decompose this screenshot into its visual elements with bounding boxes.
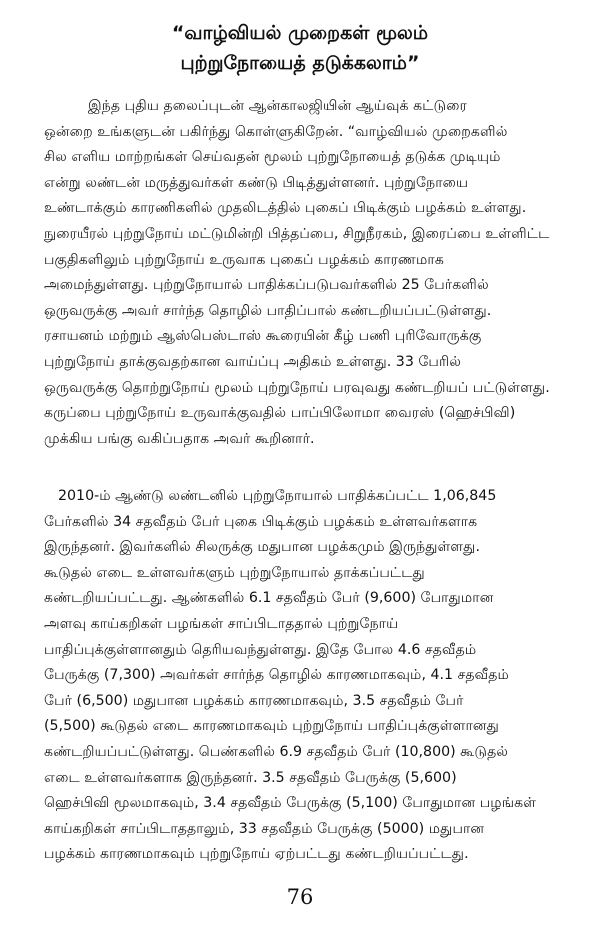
paragraph-line: பேருக்கு (7,300) அவர்கள் சார்ந்த தொழில் காரணமாகவும், 4.1 சதவீதம் bbox=[44, 667, 509, 684]
paragraph-line: காய்கறிகள் சாப்பிடாததாலும், 33 சதவீதம் பேருக்கு (5000) மதுபான bbox=[44, 820, 485, 837]
paragraph-line: பேர்களில் 34 சதவீதம் பேர் புகை பிடிக்கும் பழக்கம் உள்ளவர்களாக bbox=[44, 513, 478, 530]
paragraph-line: அளவு காய்கறிகள் பழங்கள் சாப்பிடாததால் புற்றுநோய் bbox=[44, 615, 399, 632]
page-title bbox=[60, 18, 540, 78]
paragraph-line: ஒருவருக்கு அவர் சார்ந்த தொழில் பாதிப்பால் கண்டறியப்பட்டுள்ளது. bbox=[44, 302, 492, 319]
paragraph-line: பேர் (6,500) மதுபான பழக்கம் காரணமாகவும், 3.5 சதவீதம் பேர் bbox=[44, 692, 464, 709]
paragraph-line: என்று லண்டன் மருத்துவர்கள் கண்டு பிடித்துள்ளனர். புற்றுநோயை bbox=[44, 174, 469, 191]
title-line-1: “வாழ்வியல் முறைகள் மூலம் bbox=[171, 22, 429, 44]
paragraph-line: ஒன்றை உங்களுடன் பகிர்ந்து கொள்ளுகிறேன். “வாழ்வியல் முறைகளில் bbox=[44, 123, 508, 140]
paragraph-line: புற்றுநோய் தாக்குவதற்கான வாய்ப்பு அதிகம் உள்ளது. 33 பேரில் bbox=[44, 353, 461, 370]
paragraph-line: இந்த புதிய தலைப்புடன் ஆன்காலஜியின் ஆய்வுக் கட்டுரை bbox=[88, 98, 467, 114]
paragraph-2 bbox=[44, 484, 564, 868]
paragraph-line: முக்கிய பங்கு வகிப்பதாக அவர் கூறினார். bbox=[44, 430, 315, 447]
title-line-2: புற்றுநோயைத் தடுக்கலாம்” bbox=[180, 52, 420, 74]
paragraph-line: பாதிப்புக்குள்ளானதும் தெரியவந்துள்ளது. இதே போல 4.6 சதவீதம் bbox=[44, 641, 477, 658]
paragraph-line: ஒருவருக்கு தொற்றுநோய் மூலம் புற்றுநோய் பரவுவது கண்டறியப் பட்டுள்ளது. bbox=[44, 379, 550, 396]
paragraph-line: இருந்தனர். இவர்களில் சிலருக்கு மதுபான பழக்கமும் இருந்துள்ளது. bbox=[44, 539, 480, 556]
paragraph-line: கண்டறியப்பட்டுள்ளது. பெண்களில் 6.9 சதவீதம் பேர் (10,800) கூடுதல் bbox=[44, 743, 509, 760]
paragraph-line: ஹெச்பிவி மூலமாகவும், 3.4 சதவீதம் பேருக்கு (5,100) போதுமான பழங்கள் bbox=[44, 795, 537, 812]
paragraph-line: பகுதிகளிலும் புற்றுநோய் உருவாக புகைப் பழக்கம் காரணமாக bbox=[44, 251, 444, 268]
paragraph-line: ரசாயனம் மற்றும் ஆஸ்பெஸ்டாஸ் கூரையின் கீழ் பணி புரிவோருக்கு bbox=[44, 328, 482, 345]
paragraph-line: 2010-ம் ஆண்டு லண்டனில் புற்றுநோயால் பாதிக்கப்பட்ட 1,06,845 bbox=[58, 488, 497, 504]
paragraph-line: (5,500) கூடுதல் எடை காரணமாகவும் புற்றுநோய் பாதிப்புக்குள்ளானது bbox=[44, 718, 499, 735]
paragraph-line: கண்டறியப்பட்டது. ஆண்களில் 6.1 சதவீதம் பேர் (9,600) போதுமான bbox=[44, 590, 494, 607]
paragraph-line: நுரையீரல் புற்றுநோய் மட்டுமின்றி பித்தப்பை, சிறுநீரகம், இரைப்பை உள்ளிட்ட bbox=[44, 225, 550, 242]
paragraph-line: கருப்பை புற்றுநோய் உருவாக்குவதில் பாப்பிலோமா வைரஸ் (ஹெச்பிவி) bbox=[44, 405, 516, 422]
paragraph-1 bbox=[44, 94, 564, 452]
paragraph-line: அமைந்துள்ளது. புற்றுநோயால் பாதிக்கப்படுபவர்களில் 25 பேர்களில் bbox=[44, 277, 489, 294]
paragraph-line: கூடுதல் எடை உள்ளவர்களும் புற்றுநோயால் தாக்கப்பட்டது bbox=[44, 564, 425, 581]
paragraph-line: சில எளிய மாற்றங்கள் செய்வதன் மூலம் புற்றுநோயைத் தடுக்க முடியும் bbox=[44, 149, 501, 166]
page-number: 76 bbox=[286, 885, 314, 909]
paragraph-line: எடை உள்ளவர்களாக இருந்தனர். 3.5 சதவீதம் பேருக்கு (5,600) bbox=[44, 769, 457, 786]
paragraph-line: உண்டாக்கும் காரணிகளில் முதலிடத்தில் புகைப் பிடிக்கும் பழக்கம் உள்ளது. bbox=[44, 200, 527, 217]
paragraph-line: பழக்கம் காரணமாகவும் புற்றுநோய் ஏற்பட்டது கண்டறியப்பட்டது. bbox=[44, 846, 469, 863]
